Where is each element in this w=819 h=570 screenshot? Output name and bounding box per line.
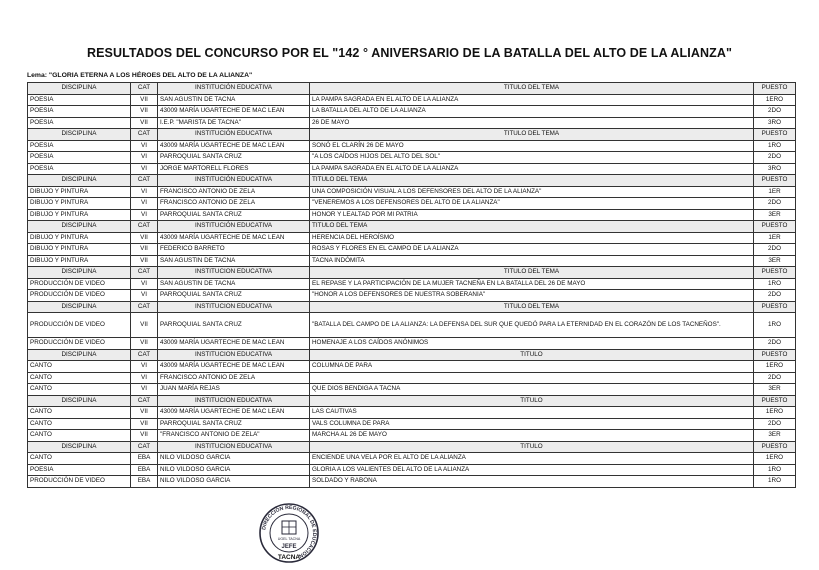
cell-institucion: NILO VILDOSO GARCIA <box>158 464 310 476</box>
cell-cat: VI <box>131 278 158 290</box>
header-titulo: TITULO DEL TEMA <box>310 267 754 279</box>
cell-titulo: SONÓ EL CLARÍN 26 DE MAYO <box>310 140 754 152</box>
cell-titulo: HOMENAJE A LOS CAÍDOS ANÓNIMOS <box>310 338 754 350</box>
table-row <box>28 209 796 221</box>
cell-disciplina: DIBUJO Y PINTURA <box>28 209 131 221</box>
seal-center-text: JEFE <box>281 544 297 550</box>
header-disciplina: DISCIPLINA <box>28 267 131 279</box>
results-body <box>28 83 796 488</box>
cell-cat: VI <box>131 384 158 396</box>
header-puesto: PUESTO <box>754 441 796 453</box>
cell-disciplina: PRODUCCIÓN DE VIDEO <box>28 338 131 350</box>
cell-puesto: 1ER <box>754 186 796 198</box>
cell-cat: EBA <box>131 464 158 476</box>
cell-titulo: MARCHA AL 26 DE MAYO <box>310 430 754 442</box>
table-header-row <box>28 349 796 361</box>
cell-puesto: 1ERO <box>754 453 796 465</box>
header-puesto: PUESTO <box>754 349 796 361</box>
cell-institucion: 43009 MARÍA UGARTECHE DE MAC LEAN <box>158 338 310 350</box>
table-row <box>28 361 796 373</box>
lema-text: Lema: "GLORIA ETERNA A LOS HÉROES DEL ALTO DE LA ALIANZA" <box>27 72 253 79</box>
cell-disciplina: PRODUCCIÓN DE VIDEO <box>28 476 131 488</box>
cell-titulo: ROSAS Y FLORES EN EL CAMPO DE LA ALIANZA <box>310 244 754 256</box>
header-titulo: TITULO <box>310 395 754 407</box>
cell-disciplina: CANTO <box>28 418 131 430</box>
cell-titulo: "BATALLA DEL CAMPO DE LA ALIANZA: LA DEFENSA DEL SUR QUE QUEDÓ PARA LA ETERNIDAD EN EL CORAZÓN DE LOS TACNEÑOS". <box>310 313 754 338</box>
cell-institucion: FEDERICO BARRETO <box>158 244 310 256</box>
cell-institucion: SAN AGUSTIN DE TACNA <box>158 278 310 290</box>
header-institucion: INSTITUCIÓN EDUCATIVA <box>158 83 310 95</box>
cell-puesto: 1RO <box>754 313 796 338</box>
cell-disciplina: DIBUJO Y PINTURA <box>28 232 131 244</box>
cell-disciplina: PRODUCCIÓN DE VIDEO <box>28 278 131 290</box>
header-cat: CAT <box>131 83 158 95</box>
cell-titulo: VALS COLUMNA DE PARA <box>310 418 754 430</box>
cell-cat: VI <box>131 361 158 373</box>
cell-titulo: "HONOR A LOS DEFENSORES DE NUESTRA SOBERANIA" <box>310 290 754 302</box>
cell-cat: VII <box>131 313 158 338</box>
table-row <box>28 163 796 175</box>
cell-disciplina: CANTO <box>28 361 131 373</box>
header-titulo: TITULO DEL TEMA <box>310 221 754 233</box>
cell-puesto: 1RO <box>754 476 796 488</box>
cell-puesto: 3RO <box>754 117 796 129</box>
table-row <box>28 338 796 350</box>
cell-disciplina: PRODUCCIÓN DE VIDEO <box>28 290 131 302</box>
table-row <box>28 418 796 430</box>
header-disciplina: DISCIPLINA <box>28 349 131 361</box>
table-row <box>28 152 796 164</box>
cell-cat: VI <box>131 186 158 198</box>
cell-puesto: 2DO <box>754 106 796 118</box>
seal-inner-text: UGEL TACNA <box>277 537 301 541</box>
cell-institucion: 43009 MARÍA UGARTECHE DE MAC LEAN <box>158 361 310 373</box>
cell-cat: VI <box>131 163 158 175</box>
cell-disciplina: POESIA <box>28 464 131 476</box>
cell-puesto: 1ER <box>754 232 796 244</box>
cell-disciplina: POESIA <box>28 140 131 152</box>
header-cat: CAT <box>131 301 158 313</box>
cell-cat: VII <box>131 407 158 419</box>
cell-puesto: 1ERO <box>754 361 796 373</box>
header-cat: CAT <box>131 221 158 233</box>
cell-institucion: 43009 MARÍA UGARTECHE DE MAC LEAN <box>158 407 310 419</box>
cell-titulo: HERENCIA DEL HEROÍSMO <box>310 232 754 244</box>
cell-titulo: LAS CAUTIVAS <box>310 407 754 419</box>
cell-puesto: 3RO <box>754 163 796 175</box>
table-header-row <box>28 129 796 141</box>
cell-institucion: NILO VILDOSO GARCIA <box>158 453 310 465</box>
header-institucion: INSTITUCIÓN EDUCATIVA <box>158 175 310 187</box>
cell-institucion: SAN AGUSTIN DE TACNA <box>158 255 310 267</box>
table-row <box>28 430 796 442</box>
header-disciplina: DISCIPLINA <box>28 395 131 407</box>
header-titulo: TITULO <box>310 349 754 361</box>
header-titulo: TITULO DEL TEMA <box>310 83 754 95</box>
header-cat: CAT <box>131 175 158 187</box>
header-puesto: PUESTO <box>754 175 796 187</box>
cell-cat: VI <box>131 152 158 164</box>
table-row <box>28 198 796 210</box>
cell-puesto: 1RO <box>754 464 796 476</box>
header-titulo: TITULO DEL TEMA <box>310 301 754 313</box>
cell-titulo: "VENEREMOS A LOS DEFENSORES DEL ALTO DE LA ALIANZA" <box>310 198 754 210</box>
cell-cat: EBA <box>131 476 158 488</box>
cell-cat: VII <box>131 338 158 350</box>
cell-cat: VI <box>131 372 158 384</box>
cell-institucion: JORGE MARTORELL FLORES <box>158 163 310 175</box>
cell-disciplina: CANTO <box>28 372 131 384</box>
cell-cat: VI <box>131 209 158 221</box>
table-row <box>28 106 796 118</box>
header-puesto: PUESTO <box>754 301 796 313</box>
cell-puesto: 1ERO <box>754 94 796 106</box>
cell-cat: VII <box>131 106 158 118</box>
cell-disciplina: CANTO <box>28 407 131 419</box>
cell-titulo: COLUMNA DE PARA <box>310 361 754 373</box>
header-institucion: INSTITUCIÓN EDUCATIVA <box>158 221 310 233</box>
cell-institucion: I.E.P. "MARISTA DE TACNA" <box>158 117 310 129</box>
table-row <box>28 384 796 396</box>
header-institucion: INSTITUCION EDUCATIVA <box>158 395 310 407</box>
cell-puesto: 2DO <box>754 198 796 210</box>
cell-puesto: 2DO <box>754 338 796 350</box>
header-disciplina: DISCIPLINA <box>28 301 131 313</box>
cell-puesto: 1RO <box>754 140 796 152</box>
cell-cat: VII <box>131 244 158 256</box>
cell-puesto: 3ER <box>754 255 796 267</box>
header-cat: CAT <box>131 349 158 361</box>
cell-institucion: JUAN MARÍA REJAS <box>158 384 310 396</box>
cell-titulo: LA PAMPA SAGRADA EN EL ALTO DE LA ALIANZA <box>310 163 754 175</box>
cell-cat: VII <box>131 94 158 106</box>
cell-disciplina: CANTO <box>28 430 131 442</box>
header-institucion: INSTITUCIÓN EDUCATIVA <box>158 129 310 141</box>
cell-puesto: 2DO <box>754 244 796 256</box>
table-header-row <box>28 267 796 279</box>
cell-institucion: 43009 MARÍA UGARTECHE DE MAC LEAN <box>158 106 310 118</box>
cell-institucion: FRANCISCO ANTONIO DE ZELA <box>158 372 310 384</box>
cell-disciplina: CANTO <box>28 384 131 396</box>
cell-titulo: SOLDADO Y RABONA <box>310 476 754 488</box>
header-puesto: PUESTO <box>754 221 796 233</box>
seal-bottom-text: TACNA <box>277 554 301 561</box>
table-header-row <box>28 301 796 313</box>
cell-disciplina: POESIA <box>28 117 131 129</box>
cell-titulo: TACNA INDÓMITA <box>310 255 754 267</box>
header-puesto: PUESTO <box>754 267 796 279</box>
cell-disciplina: POESIA <box>28 94 131 106</box>
header-institucion: INSTITUCION EDUCATIVA <box>158 267 310 279</box>
cell-disciplina: DIBUJO Y PINTURA <box>28 244 131 256</box>
header-puesto: PUESTO <box>754 129 796 141</box>
cell-titulo: QUE DIOS BENDIGA A TACNA <box>310 384 754 396</box>
header-cat: CAT <box>131 129 158 141</box>
cell-institucion: 43009 MARÍA UGARTECHE DE MAC LEAN <box>158 232 310 244</box>
header-institucion: INSTITUCION EDUCATIVA <box>158 301 310 313</box>
cell-puesto: 2DO <box>754 290 796 302</box>
cell-institucion: PARROQUIAL SANTA CRUZ <box>158 290 310 302</box>
table-row <box>28 140 796 152</box>
table-header-row <box>28 175 796 187</box>
table-row <box>28 244 796 256</box>
seal-ring-text: DIRECCIÓN REGIONAL DE EDUCACIÓN <box>261 504 318 559</box>
header-titulo: TITULO DEL TEMA <box>310 175 754 187</box>
cell-puesto: 3ER <box>754 430 796 442</box>
cell-puesto: 2DO <box>754 418 796 430</box>
table-row <box>28 290 796 302</box>
header-institucion: INSTITUCION EDUCATIVA <box>158 441 310 453</box>
cell-cat: VII <box>131 117 158 129</box>
header-institucion: INSTITUCION EDUCATIVA <box>158 349 310 361</box>
cell-disciplina: POESIA <box>28 106 131 118</box>
table-row <box>28 372 796 384</box>
cell-institucion: 43009 MARÍA UGARTECHE DE MAC LEAN <box>158 140 310 152</box>
cell-puesto: 2DO <box>754 372 796 384</box>
cell-cat: EBA <box>131 453 158 465</box>
table-row <box>28 313 796 338</box>
table-row <box>28 476 796 488</box>
header-cat: CAT <box>131 395 158 407</box>
table-header-row <box>28 83 796 95</box>
cell-institucion: SAN AGUSTIN DE TACNA <box>158 94 310 106</box>
cell-disciplina: DIBUJO Y PINTURA <box>28 186 131 198</box>
cell-disciplina: DIBUJO Y PINTURA <box>28 198 131 210</box>
cell-titulo <box>310 372 754 384</box>
cell-institucion: FRANCISCO ANTONIO DE ZELA <box>158 186 310 198</box>
cell-institucion: PARROQUIAL SANTA CRUZ <box>158 313 310 338</box>
cell-titulo: "A LOS CAÍDOS HIJOS DEL ALTO DEL SOL" <box>310 152 754 164</box>
cell-institucion: PARROQUIAL SANTA CRUZ <box>158 209 310 221</box>
cell-cat: VI <box>131 140 158 152</box>
table-row <box>28 453 796 465</box>
header-disciplina: DISCIPLINA <box>28 83 131 95</box>
cell-disciplina: CANTO <box>28 453 131 465</box>
cell-puesto: 2DO <box>754 152 796 164</box>
cell-titulo: 26 DE MAYO <box>310 117 754 129</box>
cell-titulo: LA BATALLA DEL ALTO DE LA ALIANZA <box>310 106 754 118</box>
header-disciplina: DISCIPLINA <box>28 221 131 233</box>
cell-titulo: ENCIENDE UNA VELA POR EL ALTO DE LA ALIANZA <box>310 453 754 465</box>
cell-institucion: NILO VILDOSO GARCIA <box>158 476 310 488</box>
table-row <box>28 94 796 106</box>
cell-titulo: LA PAMPA SAGRADA EN EL ALTO DE LA ALIANZA <box>310 94 754 106</box>
table-row <box>28 232 796 244</box>
header-disciplina: DISCIPLINA <box>28 441 131 453</box>
cell-disciplina: POESIA <box>28 163 131 175</box>
header-titulo: TITULO DEL TEMA <box>310 129 754 141</box>
cell-cat: VII <box>131 255 158 267</box>
cell-cat: VII <box>131 418 158 430</box>
cell-puesto: 3ER <box>754 209 796 221</box>
table-header-row <box>28 441 796 453</box>
cell-disciplina: DIBUJO Y PINTURA <box>28 255 131 267</box>
cell-institucion: "FRANCISCO ANTONIO DE ZELA" <box>158 430 310 442</box>
cell-titulo: HONOR Y LEALTAD POR MI PATRIA <box>310 209 754 221</box>
results-table <box>27 82 796 488</box>
page-title: RESULTADOS DEL CONCURSO POR EL "142 ° ANIVERSARIO DE LA BATALLA DEL ALTO DE LA ALIANZA" <box>86 46 733 60</box>
cell-puesto: 1ERO <box>754 407 796 419</box>
cell-titulo: UNA COMPOSICIÓN VISUAL A LOS DEFENSORES DEL ALTO DE LA ALIANZA" <box>310 186 754 198</box>
table-row <box>28 464 796 476</box>
cell-puesto: 3ER <box>754 384 796 396</box>
table-header-row <box>28 221 796 233</box>
table-row <box>28 278 796 290</box>
header-cat: CAT <box>131 267 158 279</box>
header-disciplina: DISCIPLINA <box>28 129 131 141</box>
cell-disciplina: POESIA <box>28 152 131 164</box>
cell-cat: VII <box>131 430 158 442</box>
cell-titulo: EL REPASE Y LA PARTICIPACIÓN DE LA MUJER TACNEÑA EN LA BATALLA DEL 26 DE MAYO <box>310 278 754 290</box>
header-puesto: PUESTO <box>754 395 796 407</box>
cell-cat: VI <box>131 198 158 210</box>
table-row <box>28 117 796 129</box>
cell-cat: VII <box>131 232 158 244</box>
table-row <box>28 255 796 267</box>
cell-titulo: GLORIA A LOS VALIENTES DEL ALTO DE LA ALIANZA <box>310 464 754 476</box>
header-titulo: TITULO <box>310 441 754 453</box>
header-disciplina: DISCIPLINA <box>28 175 131 187</box>
cell-cat: VI <box>131 290 158 302</box>
table-row <box>28 407 796 419</box>
cell-institucion: FRANCISCO ANTONIO DE ZELA <box>158 198 310 210</box>
cell-disciplina: PRODUCCIÓN DE VIDEO <box>28 313 131 338</box>
table-header-row <box>28 395 796 407</box>
cell-puesto: 1RO <box>754 278 796 290</box>
header-cat: CAT <box>131 441 158 453</box>
cell-institucion: PARROQUIAL SANTA CRUZ <box>158 152 310 164</box>
cell-institucion: PARROQUIAL SANTA CRUZ <box>158 418 310 430</box>
header-puesto: PUESTO <box>754 83 796 95</box>
table-row <box>28 186 796 198</box>
